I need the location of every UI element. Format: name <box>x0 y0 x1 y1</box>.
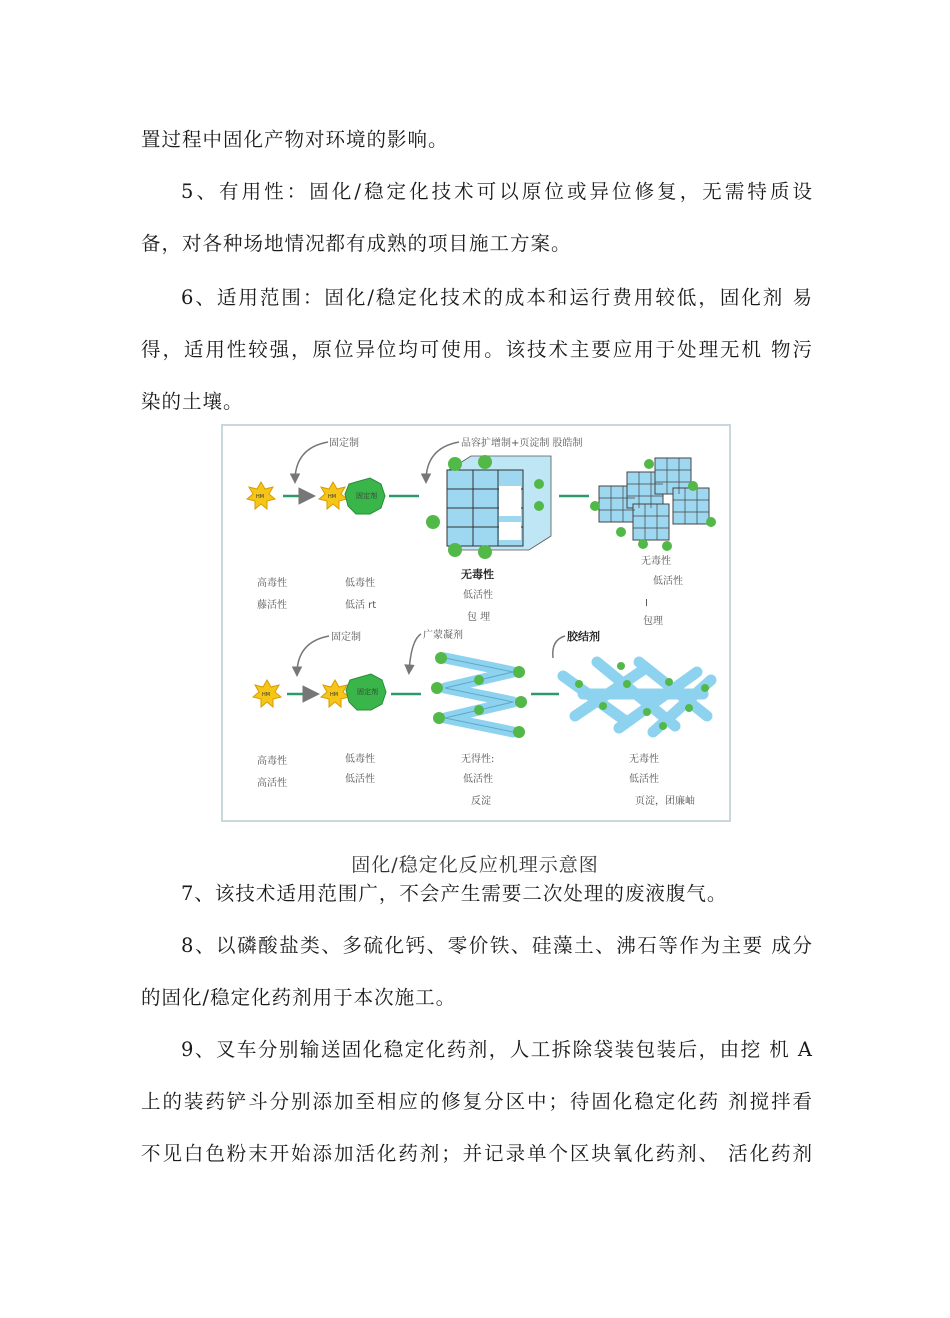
status-text: 低活性 <box>463 590 493 601</box>
status-text: 无得性: <box>461 754 495 765</box>
heavy-metal-star-icon <box>321 680 349 707</box>
paragraph-line: 9、叉车分别输送固化稳定化药剂，人工拆除袋装包装后，由挖 机 A <box>181 1038 813 1061</box>
status-text: 低毒性 <box>345 578 375 589</box>
status-text: 无毒性 <box>629 754 659 765</box>
paragraph-line: 得，适用性较强，原位异位均可使用。该技术主要应用于处理无机 物污 <box>141 338 813 361</box>
paragraph-line: 7、该技术适用范围广，不会产生需要二次处理的废液腹气。 <box>181 882 728 905</box>
paragraph-6 <box>141 272 813 428</box>
bottom-col2 <box>345 752 375 785</box>
bottom-col4 <box>629 752 695 807</box>
status-text: 反淀 <box>471 796 491 807</box>
fixing-agent-octagon <box>346 674 386 710</box>
top-col2 <box>345 576 376 611</box>
status-text: I <box>645 598 648 609</box>
octagon-label: 固定剂 <box>356 492 377 500</box>
curved-arrow <box>409 634 421 672</box>
status-text: 包 埋 <box>467 612 491 623</box>
bottom-agent-label-1: 固定制 <box>331 632 361 643</box>
encapsulation-grid <box>426 455 551 559</box>
bottom-col3 <box>461 752 494 807</box>
heavy-metal-star-icon <box>253 680 281 707</box>
curved-arrow <box>553 636 565 658</box>
status-text: 无毒性 <box>641 556 671 567</box>
mechanism-diagram <box>221 424 731 822</box>
status-text: 页淀，团廉岫 <box>635 796 695 807</box>
status-text: 高毒性 <box>257 756 287 767</box>
status-text: 低活性 <box>463 774 493 785</box>
octagon-label: 固定剂 <box>357 688 378 696</box>
paragraph-line: 不见白色粉末开始添加活化药剂；并记录单个区块氧化药剂、 活化药剂 <box>141 1142 813 1165</box>
status-text: 无毒性 <box>461 568 494 581</box>
caption-text: 固化/稳定化反应机理示意图 <box>351 854 599 876</box>
paragraph-7 <box>141 868 813 920</box>
status-text: 低活性 <box>345 774 375 785</box>
top-col1 <box>257 576 287 611</box>
paragraph-line: 8、以磷酸盐类、多硫化钙、零价铁、硅藻土、沸石等作为主要 成分 <box>181 934 813 957</box>
paragraph-5 <box>141 166 813 270</box>
top-agent-label-1: 固定制 <box>329 438 359 449</box>
fixing-agent-octagon <box>345 478 385 514</box>
status-text: 包理 <box>643 616 663 627</box>
paragraph-line: 5、有用性：固化/稳定化技术可以原位或异位修复，无需特质设 <box>181 180 813 203</box>
bottom-agent-label-2: 广蒙凝剂 <box>423 630 463 641</box>
curved-arrow <box>297 636 329 674</box>
paragraph-0 <box>141 114 813 166</box>
status-text: 低活 rt <box>345 600 377 611</box>
paragraph-line: 染的土壤。 <box>141 390 244 413</box>
cemented-rod-mass <box>563 662 711 732</box>
paragraph-9 <box>141 1024 813 1180</box>
paragraph-line: 置过程中固化产物对环境的影响。 <box>141 128 449 151</box>
paragraph-line: 的固化/稳定化药剂用于本次施工。 <box>141 986 457 1009</box>
curved-arrow <box>295 442 328 481</box>
star-label: HM <box>330 692 339 698</box>
stabilized-cube-cluster <box>590 458 716 551</box>
paragraph-line: 备，对各种场地情况都有成熟的项目施工方案。 <box>141 232 572 255</box>
paragraph-8 <box>141 920 813 1024</box>
paragraph-line: 上的装药铲斗分别添加至相应的修复分区中；待固化稳定化药 剂搅拌看 <box>141 1090 813 1113</box>
status-text: 高活性 <box>257 778 287 789</box>
flocculation-chain <box>431 652 527 738</box>
star-label: HM <box>262 692 271 698</box>
top-col4 <box>641 554 683 627</box>
heavy-metal-star-icon <box>319 482 347 509</box>
status-text: 高毒性 <box>257 578 287 589</box>
status-text: 藤活性 <box>257 600 287 611</box>
bottom-agent-label-3: 胶结剂 <box>567 630 600 643</box>
star-label: HM <box>256 494 265 500</box>
status-text: 低活性 <box>653 576 683 587</box>
bottom-col1 <box>257 754 287 789</box>
figure-caption <box>0 846 950 876</box>
paragraph-line: 6、适用范围：固化/稳定化技术的成本和运行费用较低，固化剂 易 <box>181 286 813 309</box>
heavy-metal-star-icon <box>247 482 275 509</box>
status-text: 低活性 <box>629 774 659 785</box>
star-label: HM <box>328 494 337 500</box>
status-text: 低毒性 <box>345 754 375 765</box>
top-col3 <box>461 567 494 623</box>
top-agent-label-2: 品容扩增制+页淀制 股皓制 <box>461 438 583 449</box>
